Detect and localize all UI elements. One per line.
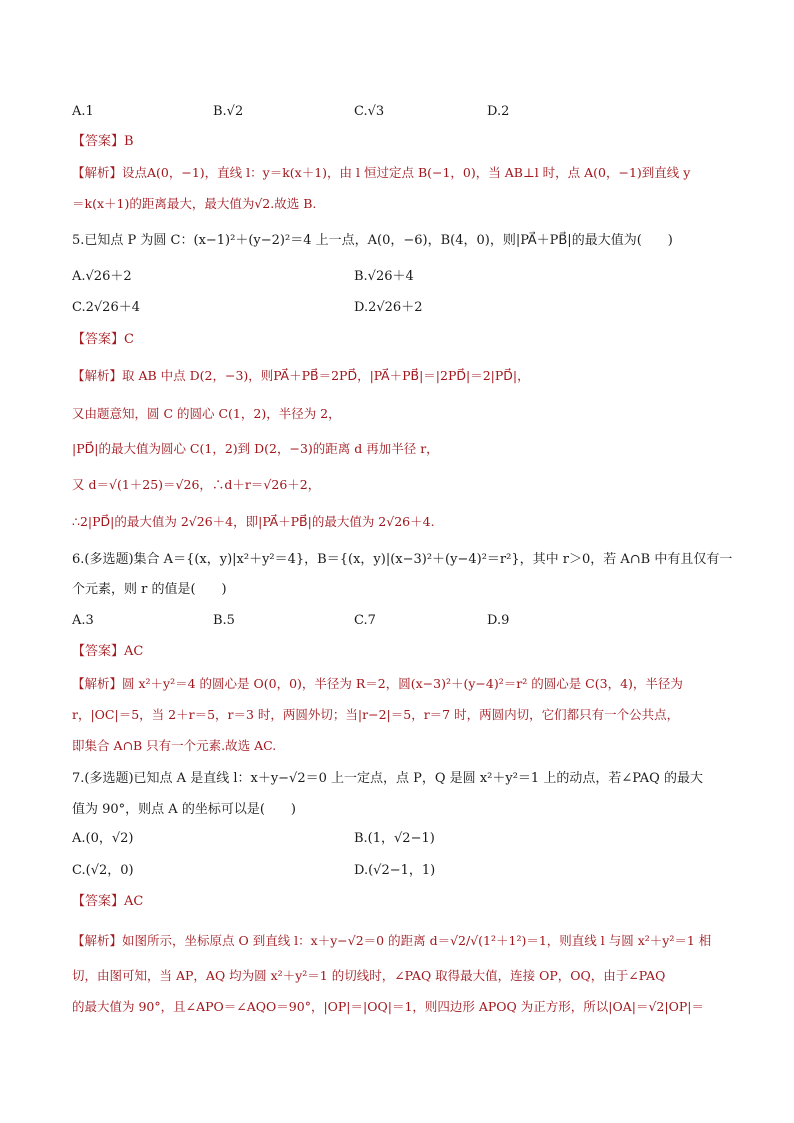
q5-stem: 5.已知点 P 为圆 C：(x−1)²＋(y−2)²＝4 上一点，A(0，−6)，B(4，0)，则|PA⃗＋PB⃗|的最大值为( ) [72,233,673,248]
q4-analysis-line: ＝k(x＋1)的距离最大，最大值为√2.故选 B. [72,196,317,211]
q6-option-b: B.5 [213,613,235,628]
q6-answer: 【答案】AC [72,644,144,659]
q7-option-b: B.(1，√2−1) [354,831,435,846]
q6-analysis-line: 即集合 A∩B 只有一个元素.故选 AC. [72,738,277,753]
q7-analysis-line: 的最大值为 90°，且∠APO＝∠AQO＝90°，|OP|＝|OQ|＝1，则四边形 APOQ 为正方形，所以|OA|＝√2|OP|＝ [72,999,704,1014]
q6-option-d: D.9 [487,613,510,628]
q5-option-d: D.2√26＋2 [354,300,423,315]
q7-option-a: A.(0，√2) [72,831,134,846]
q4-answer: 【答案】B [72,134,134,149]
q6-stem-line: 6.(多选题)集合 A＝{(x，y)|x²＋y²＝4}，B＝{(x，y)|(x−3)²＋(y−4)²＝r²}，其中 r＞0，若 A∩B 中有且仅有一 [72,552,733,567]
q6-option-c: C.7 [354,613,376,628]
q5-option-b: B.√26＋4 [354,269,414,284]
q6-option-a: A.3 [72,613,94,628]
q5-answer: 【答案】C [72,332,134,347]
q5-option-c: C.2√26＋4 [72,300,140,315]
q7-option-c: C.(√2，0) [72,863,134,878]
q7-analysis-line: 切，由图可知，当 AP，AQ 均为圆 x²＋y²＝1 的切线时，∠PAQ 取得最大值，连接 OP，OQ，由于∠PAQ [72,968,666,983]
q5-option-a: A.√26＋2 [72,269,132,284]
q6-analysis-line: 【解析】圆 x²＋y²＝4 的圆心是 O(0，0)，半径为 R＝2，圆(x−3)²＋(y−4)²＝r² 的圆心是 C(3，4)，半径为 [72,676,683,691]
q7-option-d: D.(√2−1，1) [354,863,436,878]
q5-analysis-line: ∴2|PD⃗|的最大值为 2√26＋4，即|PA⃗＋PB⃗|的最大值为 2√26＋4. [72,514,435,529]
q4-option-b: B.√2 [213,104,244,119]
q4-option-a: A.1 [72,104,94,119]
q6-stem-line: 个元素，则 r 的值是( ) [72,582,227,597]
q4-analysis-line: 【解析】设点A(0，−1)，直线 l：y＝k(x＋1)，由 l 恒过定点 B(−1，0)，当 AB⊥l 时，点 A(0，−1)到直线 y [72,165,691,180]
q4-option-c: C.√3 [354,104,385,119]
q7-answer: 【答案】AC [72,894,144,909]
q5-analysis-line: |PD⃗|的最大值为圆心 C(1，2)到 D(2，−3)的距离 d 再加半径 r， [72,441,439,456]
q7-stem-line: 值为 90°，则点 A 的坐标可以是( ) [72,802,296,817]
q7-analysis-line: 【解析】如图所示，坐标原点 O 到直线 l：x＋y−√2＝0 的距离 d＝√2/√(1²＋1²)＝1，则直线 l 与圆 x²＋y²＝1 相 [72,933,712,948]
q4-option-d: D.2 [487,104,510,119]
q7-stem-line: 7.(多选题)已知点 A 是直线 l：x＋y−√2＝0 上一定点，点 P，Q 是圆 x²＋y²＝1 上的动点，若∠PAQ 的最大 [72,771,703,786]
q5-analysis-line: 又 d＝√(1＋25)＝√26，∴d＋r＝√26＋2， [72,477,321,492]
q6-analysis-line: r，|OC|＝5，当 2＋r＝5，r＝3 时，两圆外切；当|r−2|＝5，r＝7 时，两圆内切，它们都只有一个公共点， [72,707,680,722]
q5-analysis-line: 又由题意知，圆 C 的圆心 C(1，2)，半径为 2， [72,406,341,421]
q5-analysis-line: 【解析】取 AB 中点 D(2，−3)，则PA⃗＋PB⃗＝2PD⃗，|PA⃗＋PB⃗|＝|2PD⃗|＝2|PD⃗|， [72,368,530,383]
